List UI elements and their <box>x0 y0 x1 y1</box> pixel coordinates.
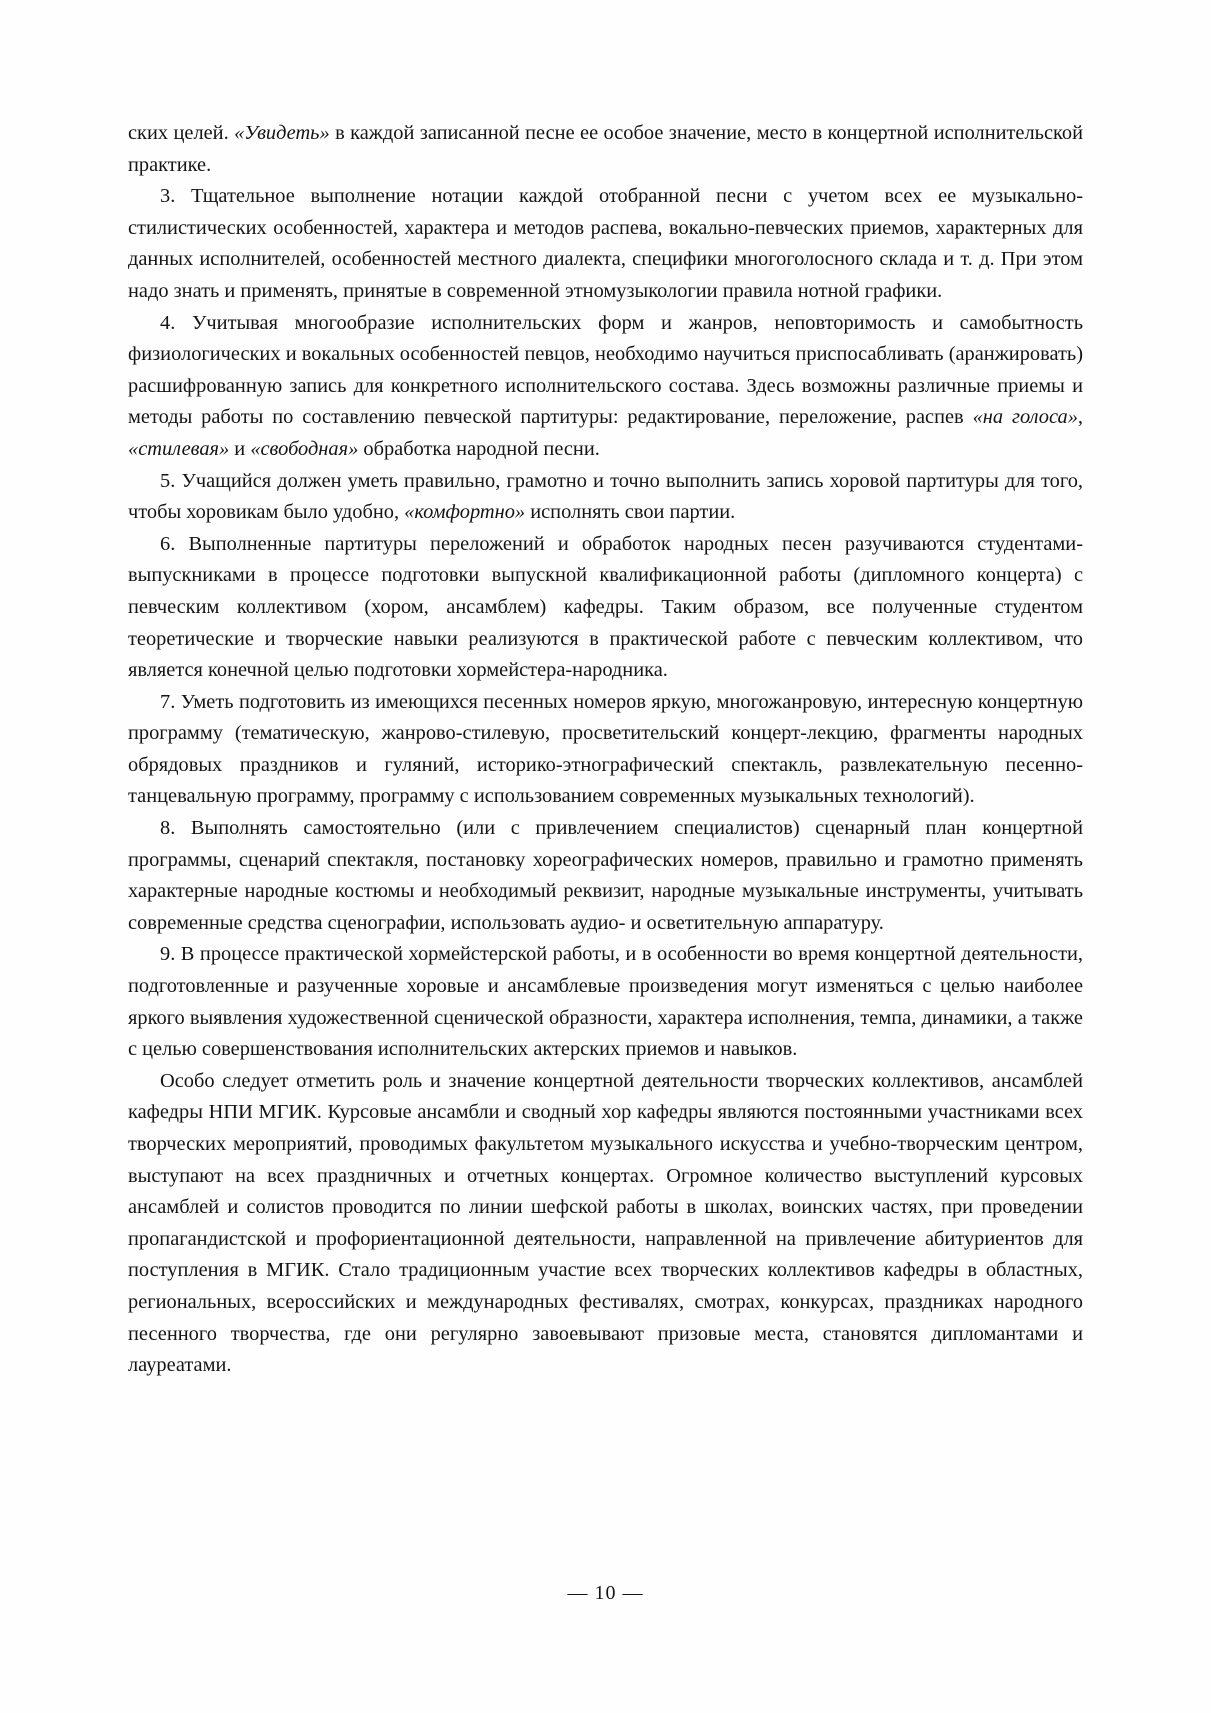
emphasis-text: «комфортно» <box>404 501 526 524</box>
paragraph: ских целей. «Увидеть» в каждой записанной песне ее особое значение, место в концертной исполнительской практике. <box>128 122 1083 176</box>
paragraph: 6. Выполненные партитуры переложений и обработок народных песен разучиваются студентами-выпускниками в процессе подготовки выпускной квалификационной работы (дипломного концерта) с певческим коллективом (хором, ансамблем) кафедры. Таким образом, все полученные студентом теоретические и творческие навыки реализуются в практической работе с певческим коллективом, что является конечной целью подготовки хормейстера-народника. <box>128 532 1083 682</box>
page-body-text <box>128 118 1083 1382</box>
emphasis-text: «на голоса» <box>972 406 1078 429</box>
paragraph: 3. Тщательное выполнение нотации каждой отобранной песни с учетом всех ее музыкально-стилистических особенностей, характера и методов распева, вокально-певческих приемов, характерных для данных исполнителей, особенностей местного диалекта, специфики многоголосного склада и т. д. При этом надо знать и применять, принятые в современной этномузыкологии правила нотной графики. <box>128 185 1083 302</box>
paragraph: 4. Учитывая многообразие исполнительских форм и жанров, неповторимость и самобытность физиологических и вокальных особенностей певцов, необходимо научиться приспосабливать (аранжировать) расшифрованную запись для конкретного исполнительского состава. Здесь возможны различные приемы и методы работы по составлению певческой партитуры: редактирование, переложение, распев «на голоса», «стилевая» и «свободная» обработка народной песни. <box>128 311 1083 460</box>
paragraph: Особо следует отметить роль и значение концертной деятельности творческих коллективов, ансамблей кафедры НПИ МГИК. Курсовые ансамбли и сводный хор кафедры являются постоянными участниками всех творческих мероприятий, проводимых факультетом музыкального искусства и учебно-творческим центром, выступают на всех праздничных и отчетных концертах. Огромное количество выступлений курсовых ансамблей и солистов проводится по линии шефской работы в школах, воинских частях, при проведении пропагандистской и профориентационной деятельности, направленной на привлечение абитуриентов для поступления в МГИК. Стало традиционным участие всех творческих коллективов кафедры в областных, региональных, всероссийских и международных фестивалях, смотрах, конкурсах, праздниках народного песенного творчества, где они регулярно завоевывают призовые места, становятся дипломантами и лауреатами. <box>128 1069 1083 1377</box>
paragraph: 9. В процессе практической хормейстерской работы, и в особенности во время концертной деятельности, подготовленные и разученные хоровые и ансамблевые произведения могут изменяться с целью наиболее яркого выявления художественной сценической образности, характера исполнения, темпа, динамики, а также с целью совершенствования исполнительских актерских приемов и навыков. <box>128 943 1083 1061</box>
emphasis-text: «Увидеть» <box>234 122 330 144</box>
emphasis-text: «свободная» <box>250 437 359 460</box>
paragraph: 8. Выполнять самостоятельно (или с привлечением специалистов) сценарный план концертной программы, сценарий спектакля, постановку хореографических номеров, правильно и грамотно применять характерные народные костюмы и необходимый реквизит, народные музыкальные инструменты, учитывать современные средства сценографии, использовать аудио- и осветительную аппаратуру. <box>128 817 1083 934</box>
paragraph: 7. Уметь подготовить из имеющихся песенных номеров яркую, многожанровую, интересную концертную программу (тематическую, жанрово-стилевую, просветительский концерт-лекцию, фрагменты народных обрядовых праздников и гуляний, историко-этнографический спектакль, развлекательную песенно-танцевальную программу, программу с использованием современных музыкальных технологий). <box>128 690 1083 808</box>
page-number: — 10 — <box>567 1582 644 1604</box>
paragraph: 5. Учащийся должен уметь правильно, грамотно и точно выполнить запись хоровой партитуры для того, чтобы хоровикам было удобно, «комфортно» исполнять свои партии. <box>128 469 1083 524</box>
emphasis-text: «стилевая» <box>128 437 230 460</box>
